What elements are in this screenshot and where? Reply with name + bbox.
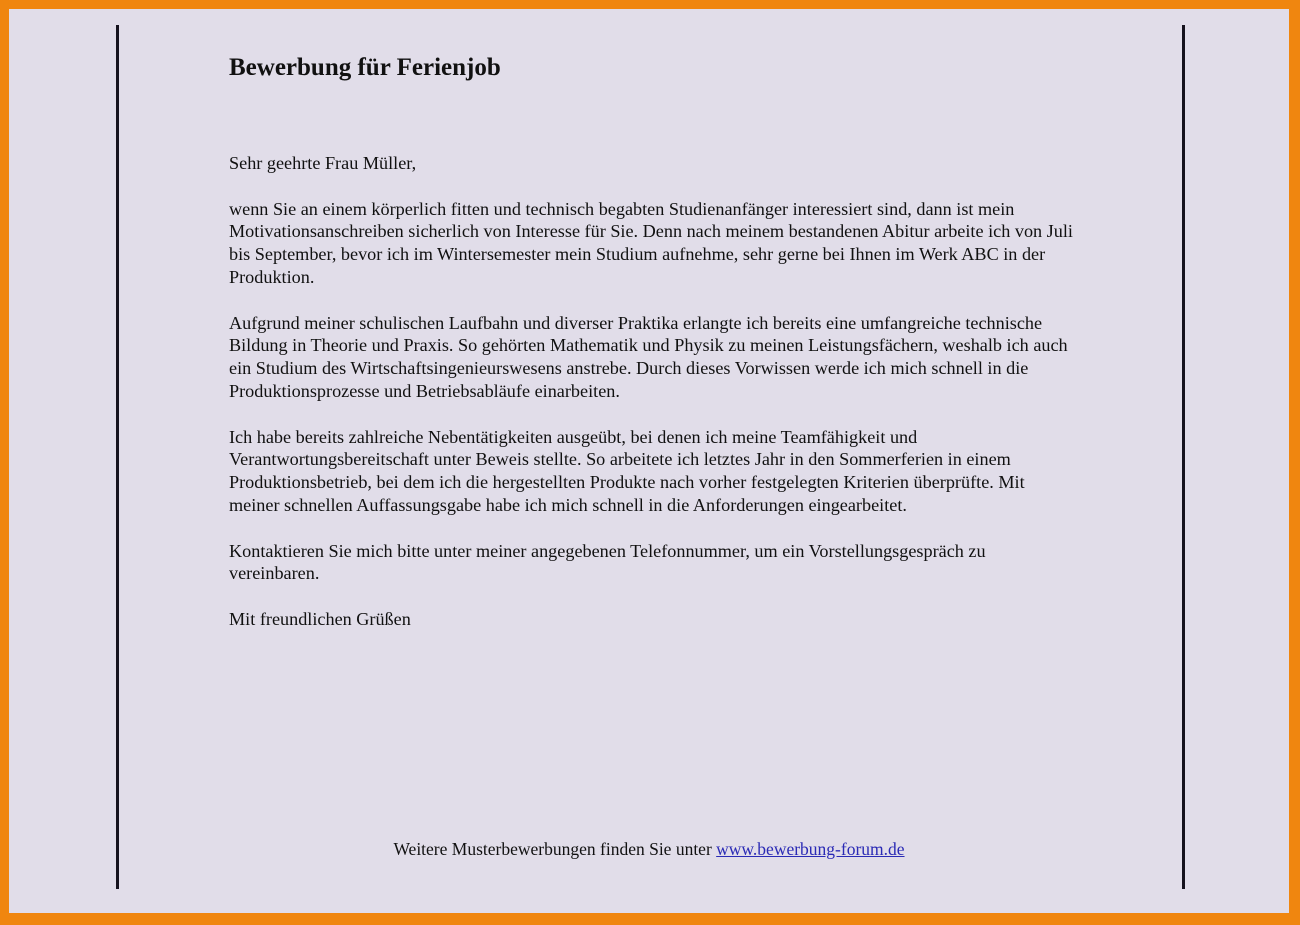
document-page [9, 9, 1289, 913]
footer-text: Weitere Musterbewerbungen finden Sie unter [393, 839, 717, 859]
right-margin-rule [1182, 25, 1185, 889]
paragraph-4: Kontaktieren Sie mich bitte unter meiner angegebenen Telefonnummer, um ein Vorstellungsgespräch zu vereinbaren. [229, 540, 986, 584]
paragraph-3: Ich habe bereits zahlreiche Nebentätigkeiten ausgeübt, bei denen ich meine Teamfähigkeit und Verantwortungsbereitschaft unter Beweis stellte. So arbeitete ich letztes Jahr in den Sommerferien in einem Produktionsbetrieb, bei dem ich die hergestellten Produkte nach vorher festgelegten Kriterien überprüfte. Mit meiner schnellen Auffassungsgabe habe ich mich schnell in die Anforderungen eingearbeitet. [229, 426, 1025, 515]
paragraph-2: Aufgrund meiner schulischen Laufbahn und diverser Praktika erlangte ich bereits eine umfangreiche technische Bildung in Theorie und Praxis. So gehörten Mathematik und Physik zu meinen Leistungsfächern, weshalb ich auch ein Studium des Wirtschaftsingenieurswesens anstrebe. Durch dieses Vorwissen werde ich mich schnell in die Produktionsprozesse und Betriebsabläufe einarbeiten. [229, 312, 1068, 401]
left-margin-rule [116, 25, 119, 889]
salutation: Sehr geehrte Frau Müller, [229, 153, 417, 173]
letter-body [229, 51, 1079, 631]
footer-link[interactable]: www.bewerbung-forum.de [716, 839, 905, 859]
letter-title: Bewerbung für Ferienjob [229, 54, 501, 81]
closing: Mit freundlichen Grüßen [229, 608, 411, 629]
footer-note [9, 839, 1289, 860]
paragraph-1: wenn Sie an einem körperlich fitten und technisch begabten Studienanfänger interessiert sind, dann ist mein Motivationsanschreiben sicherlich von Interesse für Sie. Denn nach meinem bestandenen Abitur arbeite ich von Juli bis September, bevor ich im Wintersemester mein Studium aufnehme, sehr gerne bei Ihnen im Werk ABC in der Produktion. [229, 198, 1073, 287]
